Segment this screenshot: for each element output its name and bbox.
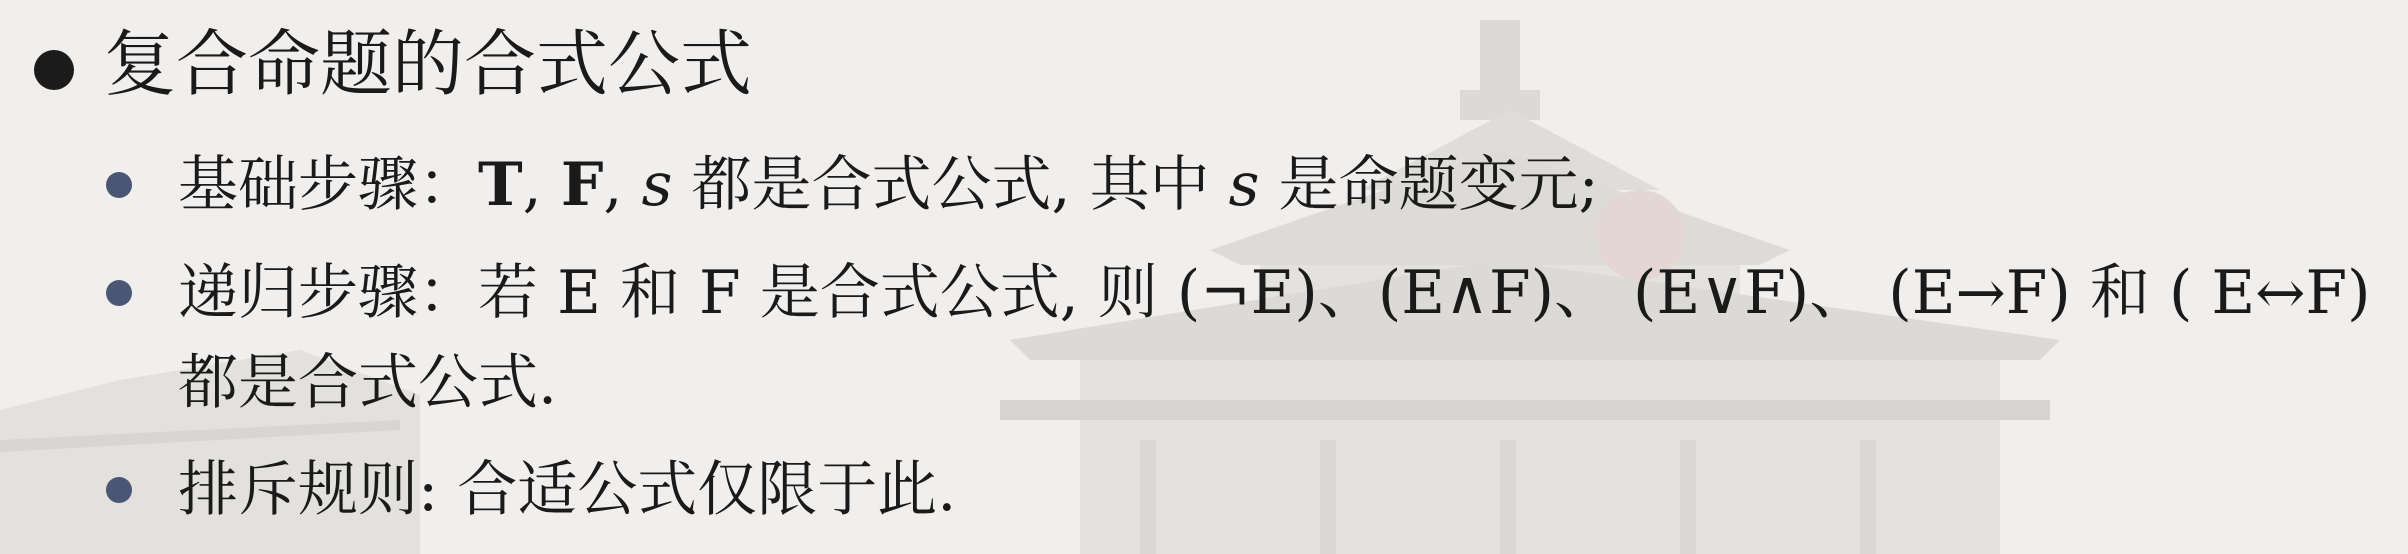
sub-bullet-dot	[106, 280, 132, 306]
variable-s-2: s	[1228, 150, 1260, 220]
constant-f: F	[560, 150, 604, 220]
base-step-end: 是命题变元;	[1259, 150, 1599, 220]
constant-t: T	[478, 150, 523, 220]
base-step-middle: 都是合式公式, 其中	[672, 150, 1229, 220]
main-bullet-dot	[34, 50, 74, 90]
base-step-label: 基础步骤：	[178, 150, 478, 220]
exclusion-rule-label: 排斥规则:	[178, 455, 439, 525]
heading-text: 复合命题的合式公式	[104, 22, 753, 106]
recursive-step-label: 递归步骤：	[178, 258, 478, 328]
sub-bullet-dot	[106, 172, 132, 198]
exclusion-rule-line	[178, 446, 956, 534]
base-step-line	[178, 141, 1599, 229]
separator-2: ,	[603, 150, 642, 220]
recursive-step-line	[178, 249, 2371, 337]
recursive-step-text: 若 E 和 F 是合式公式, 则 (¬E)、(E∧F)、 (E∨F)、 (E→F) 和 ( E↔F)	[478, 258, 2371, 328]
exclusion-rule-text: 合适公式仅限于此.	[438, 455, 957, 525]
variable-s-1: s	[641, 150, 673, 220]
recursive-step-continuation: 都是合式公式.	[178, 348, 558, 418]
separator-1: ,	[522, 150, 561, 220]
sub-bullet-dot	[106, 477, 132, 503]
